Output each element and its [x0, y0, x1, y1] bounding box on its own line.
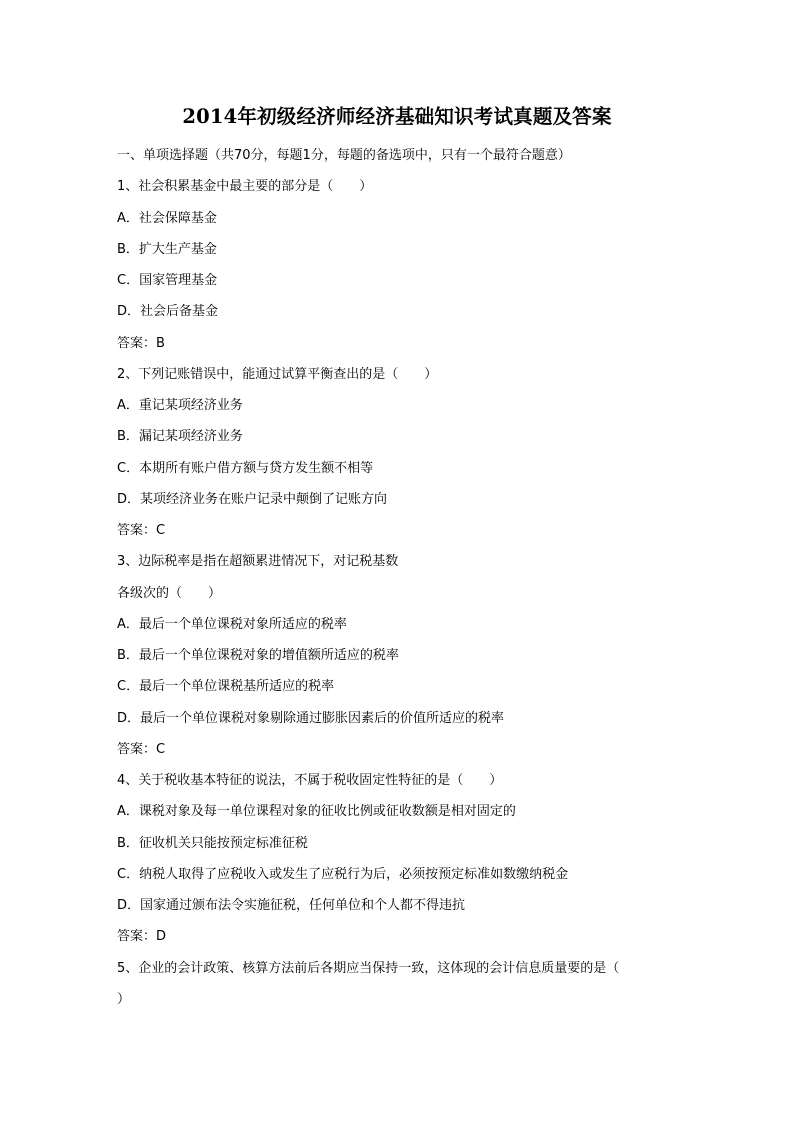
question-2: 2、下列记账错误中，能通过试算平衡查出的是（ ） — [117, 366, 438, 382]
question-3-answer: 答案：C — [117, 741, 166, 757]
question-1-answer: 答案：B — [117, 335, 165, 351]
question-1-option-b: B．扩大生产基金 — [117, 241, 217, 257]
question-1: 1、社会积累基金中最主要的部分是（ ） — [117, 179, 373, 195]
section-heading: 一、单项选择题（共70分，每题1分，每题的备选项中，只有一个最符合题意） — [117, 148, 571, 163]
question-3-option-c: C．最后一个单位课税基所适应的税率 — [117, 679, 335, 695]
question-1-option-a: A．社会保障基金 — [117, 210, 217, 226]
document-title: 2014年初级经济师经济基础知识考试真题及答案 — [182, 105, 612, 128]
question-4: 4、关于税收基本特征的说法，不属于税收固定性特征的是（ ） — [117, 773, 503, 788]
question-1-option-c: C．国家管理基金 — [117, 273, 218, 288]
question-3-option-b: B．最后一个单位课税对象的增值额所适应的税率 — [117, 648, 399, 663]
question-4-option-d: D．国家通过颁布法令实施征税，任何单位和个人都不得违抗 — [117, 898, 466, 913]
question-5-continued: ） — [117, 991, 131, 1007]
document-body — [117, 140, 677, 1015]
question-2-option-b: B．漏记某项经济业务 — [117, 429, 243, 445]
question-4-option-c: C．纳税人取得了应税收入或发生了应税行为后，必须按预定标准如数缴纳税金 — [117, 866, 569, 882]
question-3-continued: 各级次的（ ） — [117, 585, 222, 601]
question-1-option-d: D．社会后备基金 — [117, 304, 219, 320]
question-5: 5、企业的会计政策、核算方法前后各期应当保持一致，这体现的会计信息质量要的是（ — [117, 960, 620, 976]
question-2-option-c: C．本期所有账户借方额与贷方发生额不相等 — [117, 460, 374, 476]
question-4-option-b: B．征收机关只能按预定标准征税 — [117, 835, 308, 851]
question-4-option-a: A．课税对象及每一单位课程对象的征收比例或征收数额是相对固定的 — [117, 804, 516, 820]
question-3-option-a: A．最后一个单位课税对象所适应的税率 — [117, 616, 347, 632]
question-3: 3、边际税率是指在超额累进情况下，对记税基数 — [117, 554, 399, 570]
question-2-answer: 答案：C — [117, 523, 166, 538]
question-4-answer: 答案：D — [117, 929, 167, 945]
question-2-option-d: D．某项经济业务在账户记录中颠倒了记账方向 — [117, 491, 388, 507]
question-2-option-a: A．重记某项经济业务 — [117, 398, 243, 413]
question-3-option-d: D．最后一个单位课税对象剔除通过膨胀因素后的价值所适应的税率 — [117, 710, 505, 726]
